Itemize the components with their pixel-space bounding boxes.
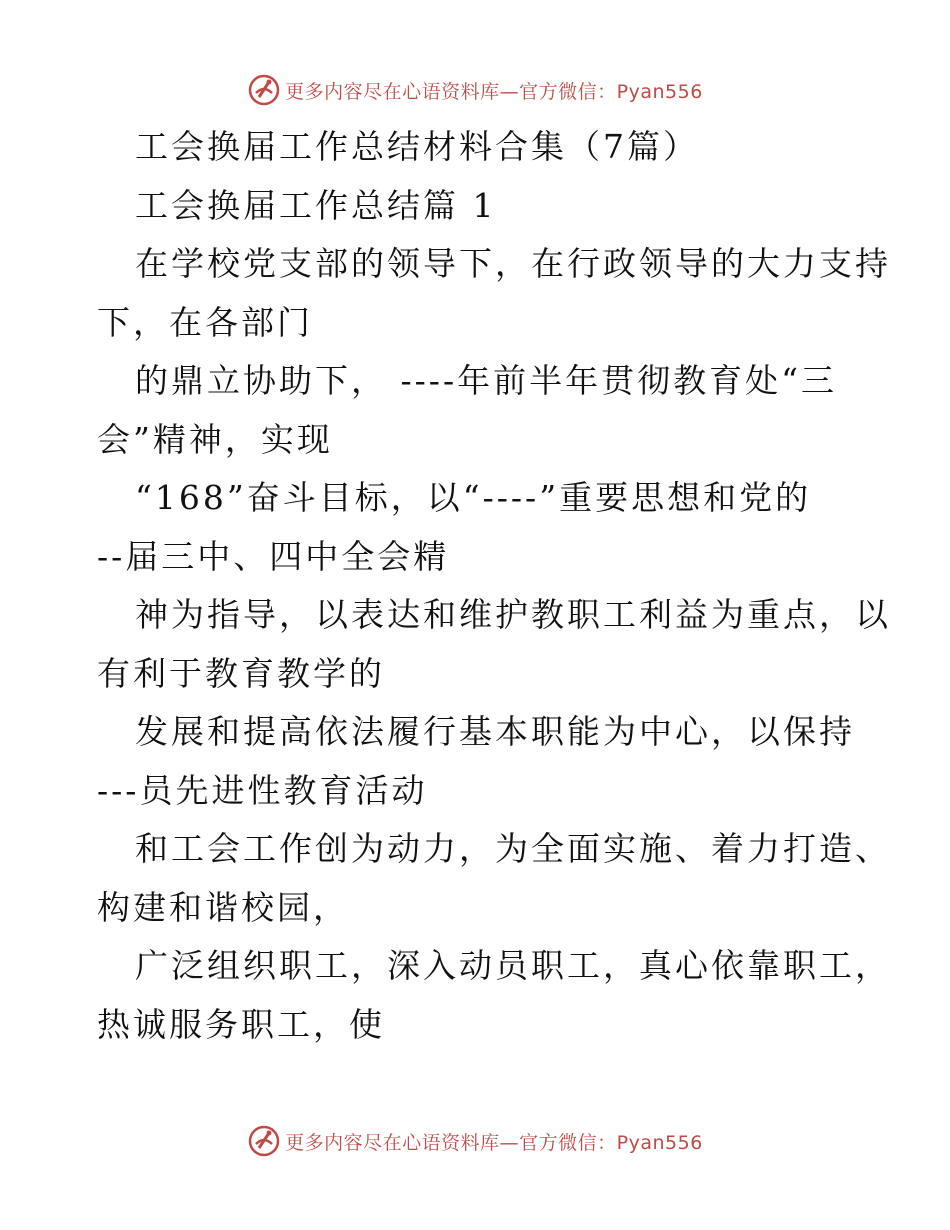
paragraph-line: 在学校党支部的领导下，在行政领导的大力支持 bbox=[135, 244, 891, 283]
section-heading: 工会换届工作总结篇 1 bbox=[135, 185, 497, 225]
paragraph-line: 广泛组织职工，深入动员职工，真心依靠职工， bbox=[135, 946, 891, 985]
book-logo-icon bbox=[247, 1124, 281, 1158]
paragraph-line: 会”精神，实现 bbox=[97, 419, 333, 459]
paragraph-line: “168”奋斗目标，以“----”重要思想和党的 bbox=[135, 478, 812, 517]
watermark-bottom bbox=[0, 1121, 950, 1161]
paragraph-line: --届三中、四中全会精 bbox=[97, 536, 450, 576]
paragraph-line: 发展和提高依法履行基本职能为中心，以保持 bbox=[135, 712, 855, 751]
watermark-text: 更多内容尽在心语资料库—官方微信：Pyan556 bbox=[285, 1131, 703, 1154]
paragraph-line: 热诚服务职工，使 bbox=[97, 1004, 385, 1044]
doc-title: 工会换届工作总结材料合集（7篇） bbox=[135, 127, 699, 166]
paragraph-line: 有利于教育教学的 bbox=[97, 653, 385, 693]
book-logo-icon bbox=[247, 73, 281, 107]
paragraph-line: 的鼎立协助下， ----年前半年贯彻教育处“三 bbox=[135, 361, 837, 400]
document-body bbox=[97, 118, 891, 1054]
watermark-top bbox=[0, 70, 950, 110]
paragraph-line: 和工会工作创为动力，为全面实施、着力打造、 bbox=[135, 829, 891, 868]
paragraph-line: 构建和谐校园， bbox=[97, 887, 349, 927]
watermark-text: 更多内容尽在心语资料库—官方微信：Pyan556 bbox=[285, 80, 703, 103]
paragraph-line: 神为指导，以表达和维护教职工利益为重点，以 bbox=[135, 595, 891, 634]
paragraph-line: ---员先进性教育活动 bbox=[97, 770, 428, 810]
paragraph-line: 下，在各部门 bbox=[97, 302, 313, 342]
